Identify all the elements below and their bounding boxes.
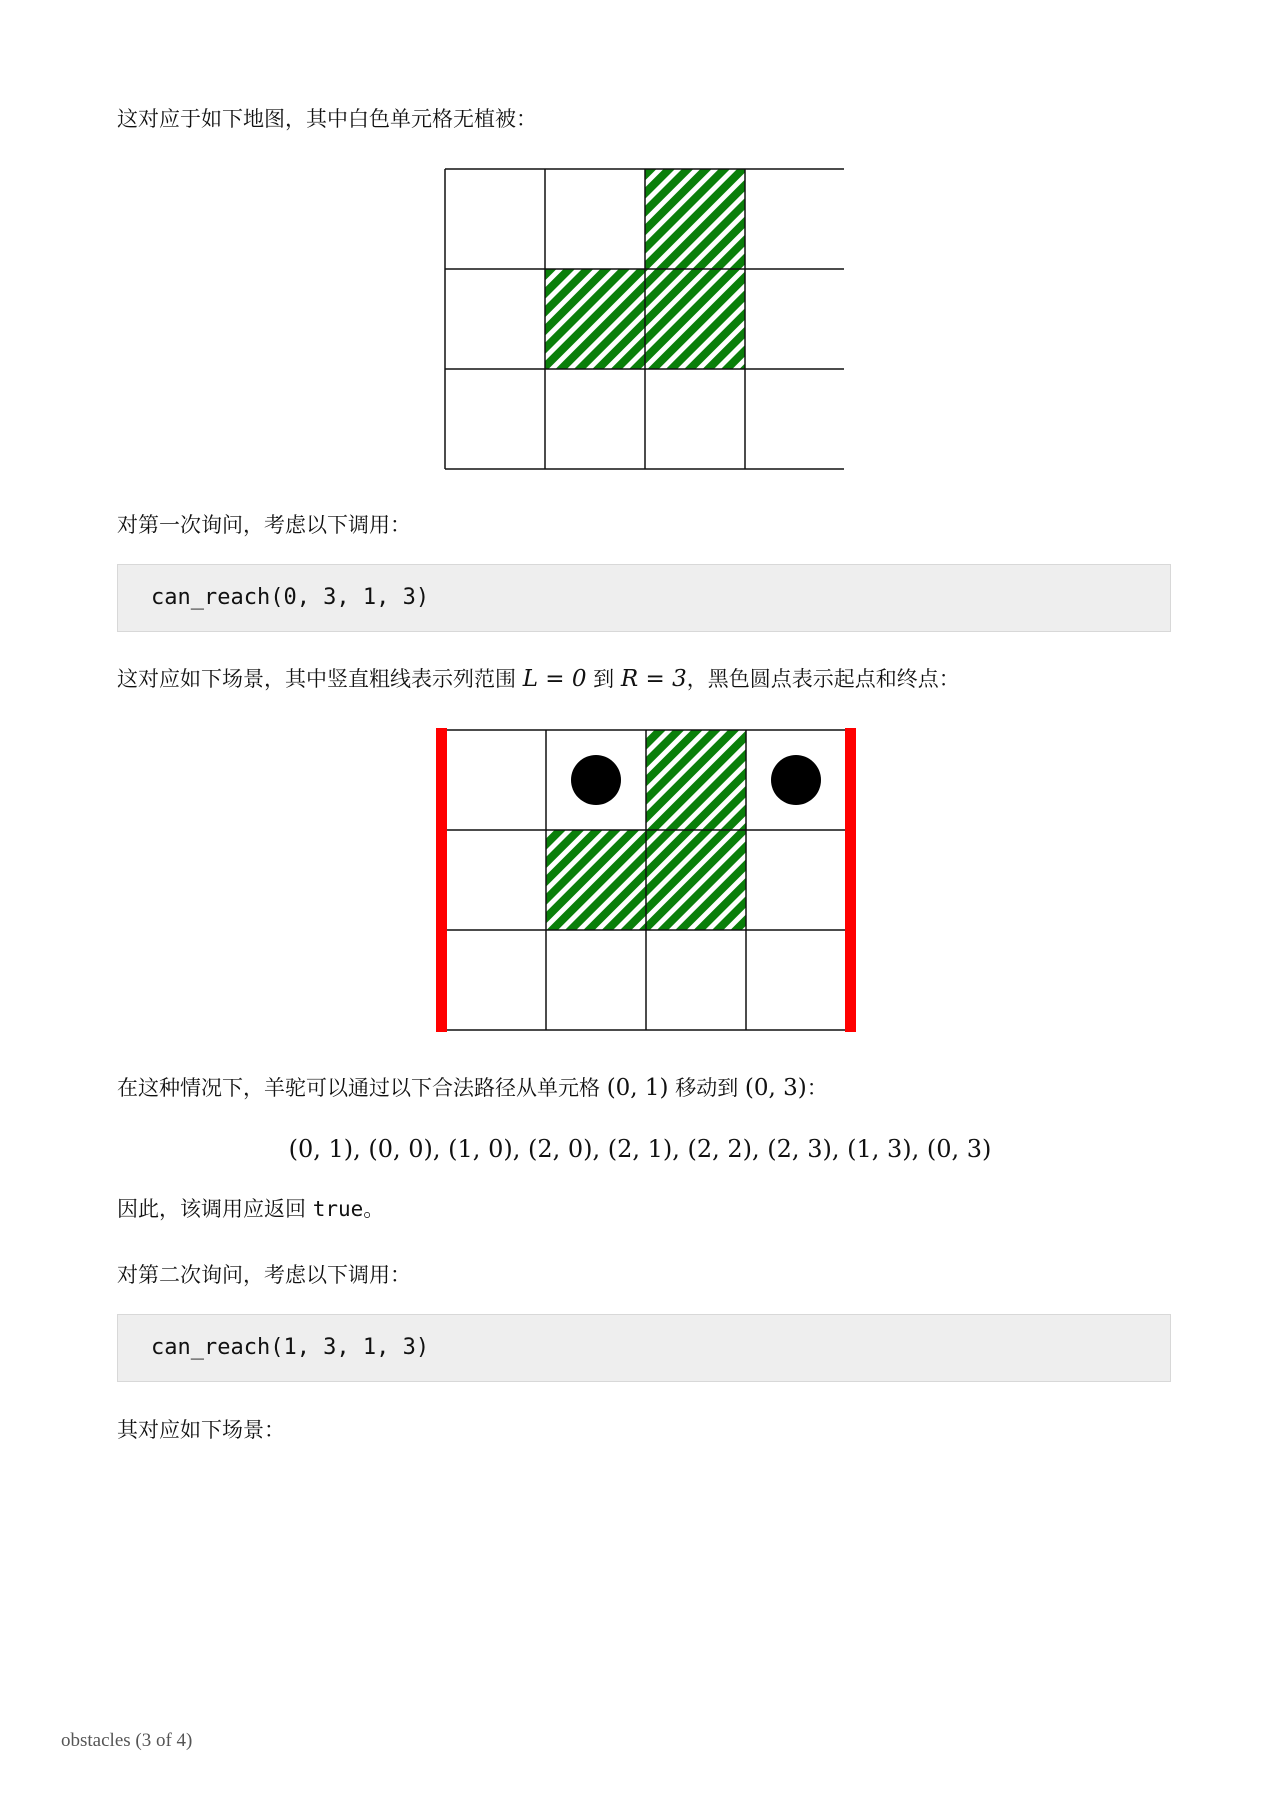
code-block-call2 (117, 1314, 1171, 1382)
path-suffix: ： (806, 1076, 828, 1100)
code-call2: can_reach(1, 3, 1, 3) (151, 1335, 430, 1360)
vegetation-cell (645, 169, 745, 269)
empty-cell (646, 930, 746, 1030)
vegetation-map-grid (444, 168, 844, 470)
math-L-equals: L = 0 (522, 666, 587, 692)
vegetation-cell (646, 730, 746, 830)
path-mid: 移动到 (668, 1076, 745, 1100)
vegetation-cell (646, 830, 746, 930)
vegetation-cell (546, 830, 646, 930)
query2-intro-text: 对第二次询问，考虑以下调用： (117, 1263, 411, 1287)
empty-cell (745, 269, 844, 369)
scene-suffix: ，黑色圆点表示起点和终点： (686, 667, 960, 691)
empty-cell (446, 730, 546, 830)
result-text (117, 1194, 384, 1224)
empty-cell (645, 369, 745, 469)
empty-cell (445, 169, 545, 269)
empty-cell (545, 169, 645, 269)
path-sequence: (0, 1), (0, 0), (1, 0), (2, 0), (2, 1), (2, 2), (2, 3), (1, 3), (0, 3) (288, 1135, 992, 1163)
empty-cell (445, 269, 545, 369)
code-call1: can_reach(0, 3, 1, 3) (151, 585, 430, 610)
result-suffix: 。 (363, 1197, 385, 1221)
query2-scene-text: 其对应如下场景： (117, 1418, 285, 1442)
map-intro-text: 这对应于如下地图，其中白色单元格无植被： (117, 107, 537, 131)
empty-cell (545, 369, 645, 469)
path-prefix: 在这种情况下，羊驼可以通过以下合法路径从单元格 (117, 1076, 607, 1100)
empty-cell (745, 369, 844, 469)
scene-prefix: 这对应如下场景，其中竖直粗线表示列范围 (117, 667, 523, 691)
empty-cell (445, 369, 545, 469)
end-dot (771, 755, 821, 805)
code-block-call1 (117, 564, 1171, 632)
range-bar-L (436, 728, 447, 1032)
empty-cell (746, 830, 846, 930)
empty-cell (446, 830, 546, 930)
query1-scenario-grid (436, 728, 856, 1034)
result-value: true (312, 1197, 364, 1221)
math-R-equals: R = 3 (620, 666, 687, 692)
empty-cell (546, 930, 646, 1030)
range-bar-R (845, 728, 856, 1032)
query1-intro-text: 对第一次询问，考虑以下调用： (117, 513, 411, 537)
empty-cell (745, 169, 844, 269)
scene-to: 到 (586, 667, 621, 691)
path-intro-text (117, 1073, 828, 1103)
start-dot (571, 755, 621, 805)
empty-cell (746, 930, 846, 1030)
math-start-cell: (0, 1) (606, 1075, 669, 1101)
result-prefix: 因此，该调用应返回 (117, 1197, 313, 1221)
empty-cell (446, 930, 546, 1030)
vegetation-cell (645, 269, 745, 369)
query1-scene-text (117, 664, 960, 694)
math-end-cell: (0, 3) (744, 1075, 807, 1101)
vegetation-cell (545, 269, 645, 369)
page-footer: obstacles (3 of 4) (61, 1730, 193, 1751)
